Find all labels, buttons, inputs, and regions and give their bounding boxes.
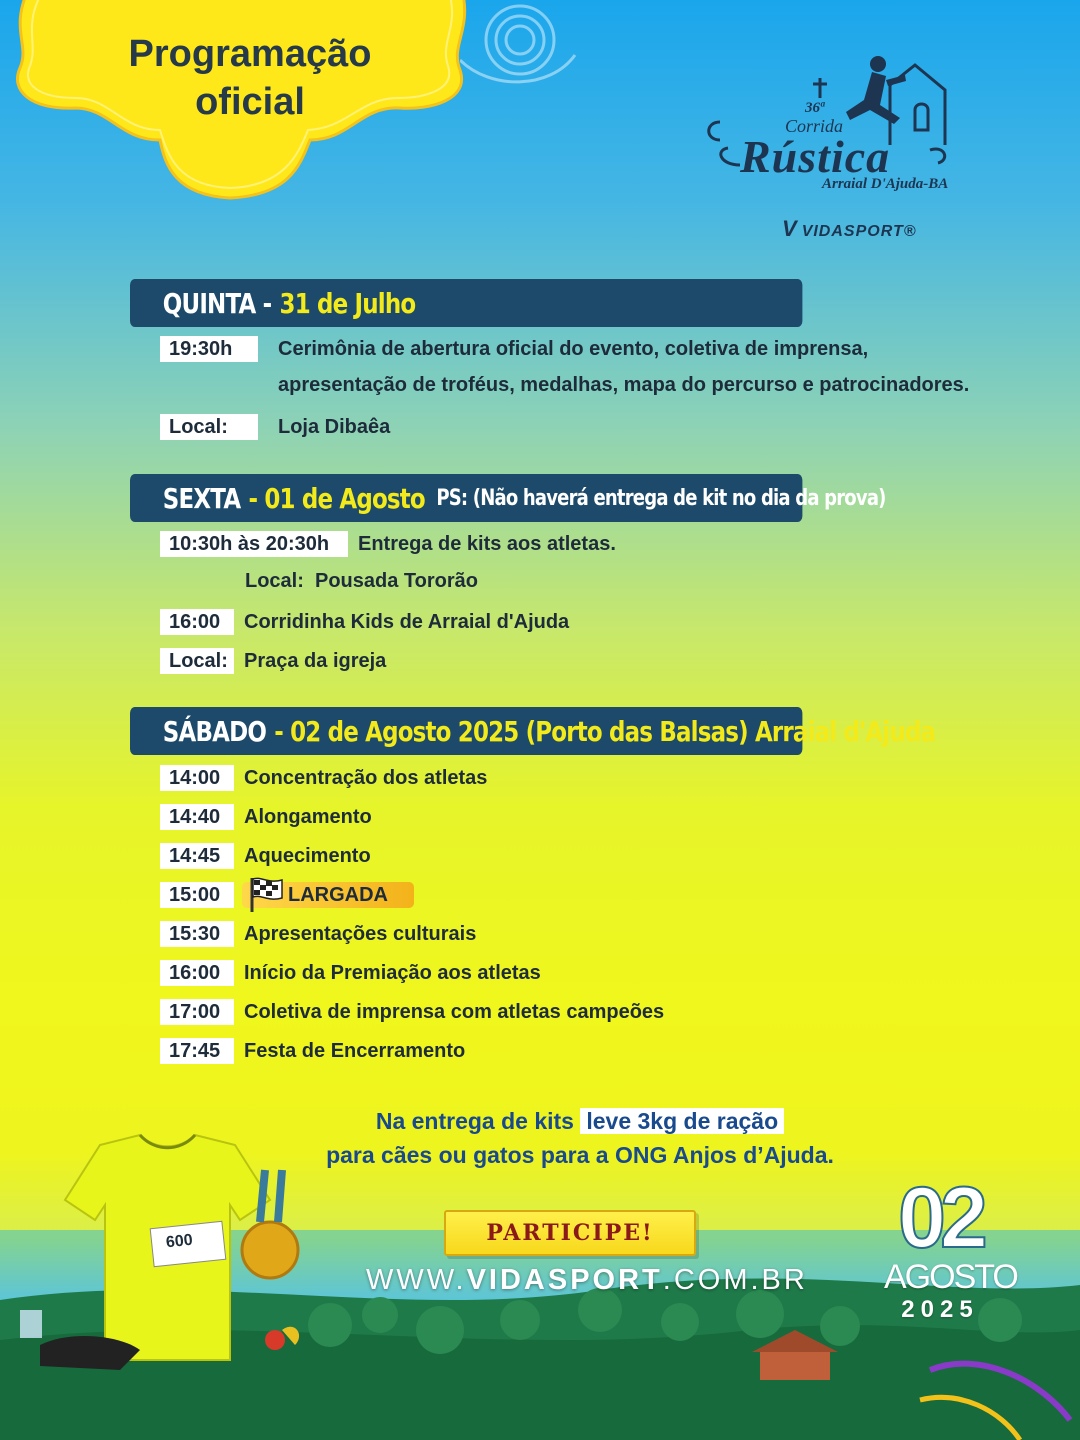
- vidasport-logo: [782, 216, 917, 242]
- row-desc: Pousada Tororão: [315, 570, 478, 592]
- row-time: 14:45: [160, 843, 234, 869]
- day-date: - 02 de Agosto 2025 (Porto das Balsas) Arraial d'Ajuda: [274, 714, 936, 748]
- schedule-row: [160, 919, 476, 949]
- day-date: 31 de Julho: [279, 286, 416, 320]
- day-note: PS: (Não haverá entrega de kit no dia da prova): [436, 485, 886, 511]
- row-time: 17:00: [160, 999, 234, 1025]
- title-line-2: oficial: [195, 81, 305, 123]
- website-link[interactable]: [366, 1264, 808, 1297]
- row-desc: Concentração dos atletas: [244, 766, 488, 789]
- vidasport-mark-icon: V: [782, 216, 798, 241]
- row-time: 15:00: [160, 882, 234, 908]
- row-label: Local:: [245, 570, 304, 592]
- schedule-row: [160, 997, 664, 1027]
- row-desc: Corridinha Kids de Arraial d'Ajuda: [244, 610, 570, 633]
- row-desc: Loja Dibaêa: [278, 415, 391, 438]
- schedule-row: [160, 412, 390, 442]
- day-name: SÁBADO: [162, 714, 267, 748]
- row-desc: Coletiva de imprensa com atletas campeões: [244, 1000, 665, 1023]
- page-title: [80, 30, 420, 126]
- schedule-row: [160, 802, 372, 832]
- day-name: QUINTA -: [162, 286, 272, 320]
- logo-place: Arraial D'Ajuda-BA: [822, 176, 949, 192]
- participe-button[interactable]: PARTICIPE!: [444, 1210, 696, 1256]
- row-desc: Praça da igreja: [244, 649, 387, 672]
- day-header-quinta: [130, 279, 802, 327]
- note-text: Na entrega de kits: [375, 1108, 574, 1134]
- row-desc: Alongamento: [244, 805, 372, 828]
- row-desc: Festa de Encerramento: [244, 1039, 466, 1062]
- row-time: 15:30: [160, 921, 234, 947]
- row-time: 14:40: [160, 804, 234, 830]
- row-time: 14:00: [160, 765, 234, 791]
- schedule-row: [160, 646, 386, 676]
- title-line-1: Programação: [128, 33, 372, 75]
- row-label: Local:: [160, 414, 258, 440]
- kit-note: [300, 1104, 860, 1172]
- race-kit-image: [20, 1130, 320, 1390]
- site-suffix: .COM.BR: [662, 1264, 808, 1296]
- event-day: 02: [898, 1170, 982, 1266]
- day-name: SEXTA: [162, 481, 241, 515]
- largada-label: LARGADA: [288, 884, 388, 906]
- day-header-sabado: [130, 707, 936, 755]
- row-desc: Entrega de kits aos atletas.: [358, 532, 616, 555]
- schedule-row-largada: [160, 880, 414, 910]
- day-header-sexta: [130, 474, 886, 522]
- schedule-row: [160, 529, 616, 559]
- event-logo: [700, 50, 960, 250]
- row-time: 16:00: [160, 960, 234, 986]
- checkered-flag-icon: [246, 874, 286, 914]
- site-brand: VIDASPORT: [466, 1264, 663, 1296]
- site-prefix: WWW.: [366, 1264, 467, 1296]
- logo-edition: 36ª: [805, 100, 824, 116]
- schedule-row: [160, 958, 541, 988]
- schedule-row: [160, 841, 371, 871]
- title-badge: [10, 0, 480, 220]
- row-desc-continued: apresentação de troféus, medalhas, mapa do percurso e patrocinadores.: [278, 374, 970, 396]
- row-desc: Apresentações culturais: [244, 922, 477, 945]
- largada-highlight: [242, 882, 414, 908]
- row-desc: Aquecimento: [244, 844, 371, 867]
- note-line-1: [300, 1104, 860, 1138]
- event-month: AGOSTO: [884, 1258, 1017, 1296]
- row-time: 17:45: [160, 1038, 234, 1064]
- note-line-2: para cães ou gatos para a ONG Anjos d’Ajuda.: [326, 1142, 834, 1168]
- schedule-row: [160, 763, 487, 793]
- event-year: 2025: [901, 1296, 979, 1323]
- swirl-ornament: [460, 0, 580, 100]
- row-time: 16:00: [160, 609, 234, 635]
- brand-name: VIDASPORT®: [801, 223, 917, 240]
- day-date: - 01 de Agosto: [248, 481, 425, 515]
- logo-rustica: Rústica: [740, 131, 891, 182]
- schedule-row: [160, 334, 868, 364]
- note-highlight: leve 3kg de ração: [580, 1108, 784, 1134]
- row-label: Local:: [160, 648, 234, 674]
- schedule-row: [160, 607, 569, 637]
- row-time: 19:30h: [160, 336, 258, 362]
- row-time: 10:30h às 20:30h: [160, 531, 348, 557]
- schedule-row: [160, 1036, 465, 1066]
- row-desc: Início da Premiação aos atletas: [244, 961, 541, 984]
- row-desc: Cerimônia de abertura oficial do evento, coletiva de imprensa,: [278, 337, 869, 360]
- logo-corrida: Corrida: [785, 116, 844, 136]
- bib-number: 600: [165, 1231, 194, 1252]
